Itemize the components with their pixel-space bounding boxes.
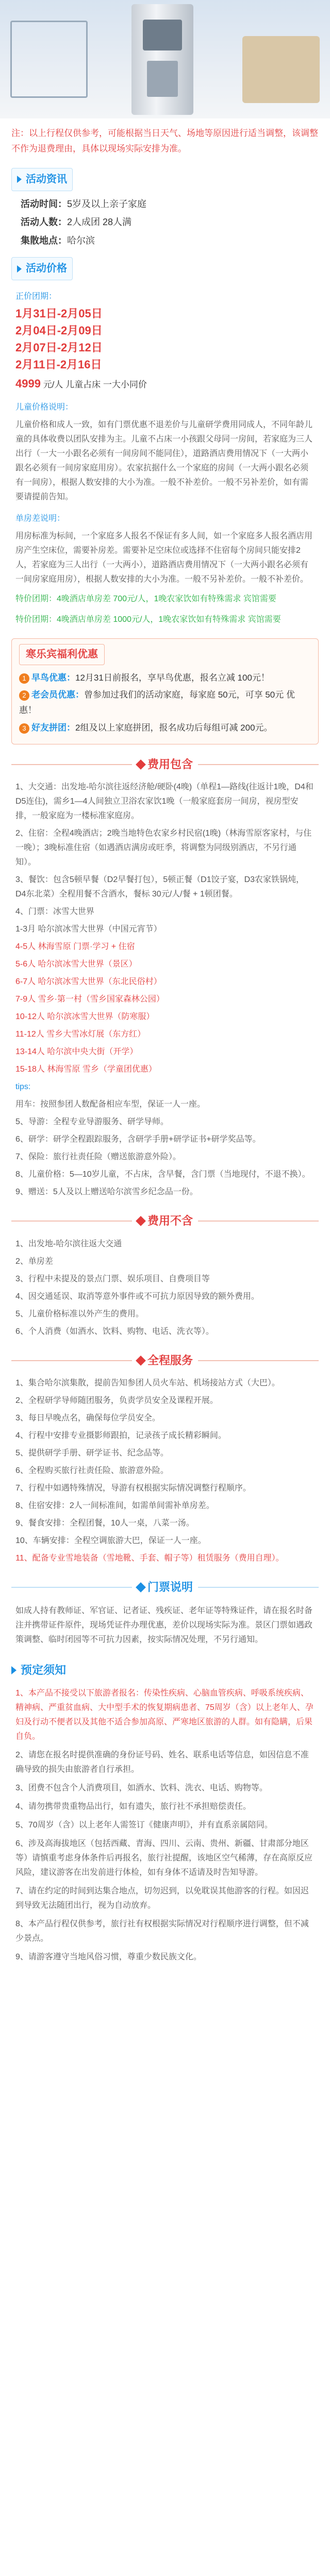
- notice-item: 4、请勿携带贵重物品出行，如有遗失，旅行社不承担赔偿责任。: [15, 1802, 251, 1811]
- list-item: 4、因交通延误、取消等意外事件或不可抗力原因导致的额外费用。: [15, 1292, 259, 1301]
- hero-image: [0, 0, 330, 118]
- notice-item: 6、涉及高海拔地区（包括西藏、青海、四川、云南、贵州、新疆、甘肃部分地区等）请慎重考虑身体条件后再报名，旅行社提醒，该地区空气稀薄，存在高原反应风险，建议游客在出发前进行体检，如有身体不适请及时告知导游。: [15, 1839, 313, 1877]
- notice-item: 3、团费不包含个人消费项目，如酒水、饮料、洗衣、电话、购物等。: [15, 1784, 268, 1792]
- diamond-icon: [136, 759, 146, 770]
- list-item: 11、配备专业雪地装备（雪地靴、手套、帽子等）租赁服务（费用自理）。: [15, 1554, 284, 1563]
- list-item: 2、全程研学导师随团服务，负责学员安全及课程开展。: [15, 1396, 218, 1405]
- special-note-1: 特价团期：4晚酒店单房差 700元/人，1晚农家饮如有特殊需求 宾馆需要: [15, 594, 276, 603]
- machine-window: [143, 20, 182, 50]
- ticket-note-para: 如成人持有教师证、军官证、记者证、残疾证、老年证等特殊证件，请在报名时备注并携带证件原件，现场凭证件办理优惠，差价以现场实际为准。景区门票如遇政策调整、临时闭园等不可抗力因素，按实际情况处理，不另行通知。: [15, 1606, 313, 1644]
- list-item: 5、提供研学手册、研学证书、纪念品等。: [15, 1449, 169, 1458]
- list-item: 1、出发地-哈尔滨往返大交通: [15, 1239, 122, 1248]
- list-item: 3、每日早晚点名，确保每位学员安全。: [15, 1414, 160, 1422]
- price-dates-title: 正价团期：: [15, 292, 57, 301]
- child-price-para: 儿童价格和成人一致，如有门票优惠不退差价与儿童研学费用同成人，不同年龄儿童的具体收费以团队安排为主。儿童不占床一小孩跟父母同一房间，若家庭为三人出行（一大一小跟名必须有一间房间不能同住），道路酒店费用情况下（一大两小跟名必须有一间房家庭用房）。农家抗据什么一个家庭的房间（一大两小跟名必须有一间房），根据人数安排的大小为准。一般不补差价。一般不另补差价，如有需要请提前告知。: [15, 420, 313, 501]
- diamond-icon: [136, 1216, 146, 1226]
- list-item: 4-5人 林海雪原 门票·学习 + 住宿: [15, 942, 135, 951]
- booking-notice-list: [0, 1684, 330, 1967]
- promo-item: 1 早鸟优惠：12月31日前报名，享早鸟优惠，报名立减 100元！: [19, 669, 311, 687]
- notice-item: 9、请游客遵守当地风俗习惯，尊重少数民族文化。: [15, 1953, 202, 1961]
- machine-panel: [147, 61, 178, 97]
- machine-graphic: [131, 4, 193, 115]
- activity-info-line: 集散地点：哈尔滨: [21, 235, 95, 246]
- list-item: 7-9人 雪乡·第一村（雪乡国家森林公园）: [15, 995, 164, 1004]
- itinerary-title: 全程服务: [11, 1351, 319, 1371]
- list-item: 11-12人 雪乡大雪冰灯展（东方红）: [15, 1030, 146, 1039]
- triangle-icon: [17, 176, 22, 183]
- list-item: 1-3月 哈尔滨冰雪大世界（中国元宵节）: [15, 925, 162, 934]
- list-item: 5-6人 哈尔滨冰雪大世界（景区）: [15, 960, 137, 969]
- list-item: 1、集合哈尔滨集散，提前告知参团人员火车站、机场接站方式（大巴）。: [15, 1379, 280, 1387]
- fee-exclude-title: 费用不含: [11, 1211, 319, 1231]
- list-item: 6、个人消费（如酒水、饮料、购物、电话、洗衣等）。: [15, 1327, 214, 1336]
- list-item: tips:: [15, 1082, 31, 1091]
- list-item: 7、保险：旅行社责任险（赠送旅游意外险）。: [15, 1153, 181, 1161]
- notice-item: 7、请在约定的时间到达集合地点，切勿迟到，以免耽误其他游客的行程。如因迟到导致无法随团出行，视为自动放弃。: [15, 1887, 309, 1910]
- promo-title: 寒乐宾福利优惠: [19, 644, 105, 665]
- promo-box: [11, 638, 319, 744]
- list-item: 1、大交通：出发地-哈尔滨往返经济舱/硬卧(4晚)（单程1—路线(往返计1晚，D4和D5连住)，需乡1—4人间独立卫浴农家饮1晚（一般家庭套房一间房，视房型安排，一般家庭为一楼标准家庭房。: [15, 783, 314, 820]
- price-value: 4999: [15, 377, 41, 390]
- list-item: 4、行程中安排专业摄影师跟拍，记录孩子成长精彩瞬间。: [15, 1431, 226, 1440]
- price-note: 儿童占床 一大小同价: [65, 380, 147, 389]
- list-item: 9、赠送：5人及以上赠送哈尔滨雪乡纪念品一份。: [15, 1188, 198, 1196]
- list-item: 2、单房差: [15, 1257, 53, 1266]
- list-item: 8、住宿安排：2人一间标准间，如需单间需补单房差。: [15, 1501, 214, 1510]
- price-line: [0, 373, 330, 395]
- list-item: 10-12人 哈尔滨冰雪大世界（防寒服）: [15, 1012, 155, 1021]
- list-item: 4、门票：冰雪大世界: [15, 907, 94, 916]
- fee-include-title: 费用包含: [11, 755, 319, 775]
- activity-info-line: 活动时间：5岁及以上亲子家庭: [21, 198, 147, 209]
- list-item: 5、导游：全程专业导游服务、研学导师。: [15, 1117, 169, 1126]
- list-item: 6-7人 哈尔滨冰雪大世界（东北民俗村）: [15, 977, 162, 986]
- list-item: 2、住宿：全程4晚酒店；2晚当地特色农家乡村民宿(1晚)（林海雪原客家村，与住一晚）；3晚标准住宿（如遇酒店满房或旺季，将调整为同级别酒店，不另行通知）。: [15, 829, 312, 867]
- diamond-icon: [136, 1355, 146, 1366]
- list-item: 用车：按照参团人数配备相应车型，保证一人一座。: [15, 1100, 206, 1109]
- list-item: 7、行程中如遇特殊情况，导游有权根据实际情况调整行程顺序。: [15, 1484, 251, 1493]
- box-graphic: [242, 36, 320, 103]
- list-item: 10、车辆安排：全程空调旅游大巴，保证一人一座。: [15, 1536, 206, 1545]
- diamond-icon: [136, 1582, 146, 1592]
- promo-item: 2 老会员优惠：曾参加过我们的活动家庭，每家庭 50元，可享 50元 优惠！: [19, 690, 295, 715]
- activity-desc-title: 活动价格: [11, 257, 73, 280]
- list-item: 6、研学：研学全程跟踪服务，含研学手册+研学证书+研学奖品等。: [15, 1135, 261, 1144]
- activity-info-title: 活动资讯: [11, 168, 73, 191]
- child-price-title: 儿童价格说明：: [15, 402, 74, 412]
- triangle-icon: [17, 265, 22, 273]
- list-item: 5、儿童价格标准以外产生的费用。: [15, 1309, 144, 1318]
- notice-item: 2、请您在报名时提供准确的身份证号码、姓名、联系电话等信息，如因信息不准确导致的损失由旅游者自行承担。: [15, 1751, 309, 1774]
- fee-exclude-list: [0, 1235, 330, 1341]
- list-item: 8、儿童价格：5—10岁儿童，不占床，含早餐，含门票（当地现付，不退不换）。: [15, 1170, 310, 1179]
- top-note: 注：以上行程仅供参考，可能根据当日天气、场地等原因进行适当调整，该调整不作为退费理由，具体以现场实际安排为准。: [11, 128, 318, 154]
- itinerary-list: [0, 1375, 330, 1567]
- list-item: 3、行程中未提及的景点门票、娱乐项目、自费项目等: [15, 1274, 210, 1283]
- price-unit: 元/人: [43, 380, 63, 389]
- shelf-graphic: [10, 21, 88, 98]
- list-item: 9、餐食安排：全程团餐，10人一桌，八菜一汤。: [15, 1519, 194, 1528]
- booking-notice-title: 预定须知: [11, 1660, 66, 1681]
- price-dates: 1月31日-2月05日 2月04日-2月09日 2月07日-2月12日 2月11日-2月16日: [15, 307, 103, 371]
- single-room-title: 单房差说明：: [15, 514, 65, 523]
- fee-include-list: [0, 778, 330, 1201]
- single-room-para: 用房标准为标间，一个家庭多人报名不保证有多人间，如一个家庭多人报名酒店用房产生空床位，需要补房差。需要补足空床位或选择不住宿每个房间只能安排2人，若家庭为三人出行（一大两小），道路酒店费用情况下（一大两小跟名必须有一间房家庭用房），根据人数安排的大小为准。一般不另补差价。一般不补差价。: [15, 531, 313, 584]
- special-note-2: 特价团期：4晚酒店单房差 1000元/人，1晚农家饮如有特殊需求 宾馆需要: [15, 615, 281, 624]
- notice-item: 1、本产品不接受以下旅游者报名：传染性疾病、心脑血管疾病、呼吸系统疾病、精神病、严重贫血病、大中型手术的恢复期病患者、75周岁（含）以上老年人、孕妇及行动不便者以及其他不适合参加高原、严寒地区旅游的人群。如有隐瞒，后果自负。: [15, 1689, 314, 1741]
- ticket-note-title: 门票说明: [11, 1578, 319, 1598]
- promo-item: 3 好友拼团：2组及以上家庭拼团，报名成功后每组可减 200元。: [19, 719, 311, 737]
- list-item: 3、餐饮：包含5顿早餐（D2早餐打包），5顿正餐（D1饺子宴，D3农家铁锅炖，D4东北菜）全程用餐不含酒水，餐标 30元/人/餐 + 1顿团餐。: [15, 875, 305, 899]
- notice-item: 8、本产品行程仅供参考，旅行社有权根据实际情况对行程顺序进行调整，但不减少景点。: [15, 1920, 309, 1943]
- activity-info-lines: [0, 195, 330, 250]
- notice-item: 5、70周岁（含）以上老年人需签订《健康声明》，并有直系亲属陪同。: [15, 1821, 273, 1829]
- list-item: 13-14人 哈尔滨中央大街（开学）: [15, 1047, 138, 1056]
- triangle-icon: [11, 1666, 16, 1674]
- activity-info-line: 活动人数：2人成团 28人满: [21, 217, 132, 227]
- list-item: 6、全程购买旅行社责任险、旅游意外险。: [15, 1466, 169, 1475]
- list-item: 15-18人 林海雪原 雪乡（学童团优惠）: [15, 1065, 157, 1074]
